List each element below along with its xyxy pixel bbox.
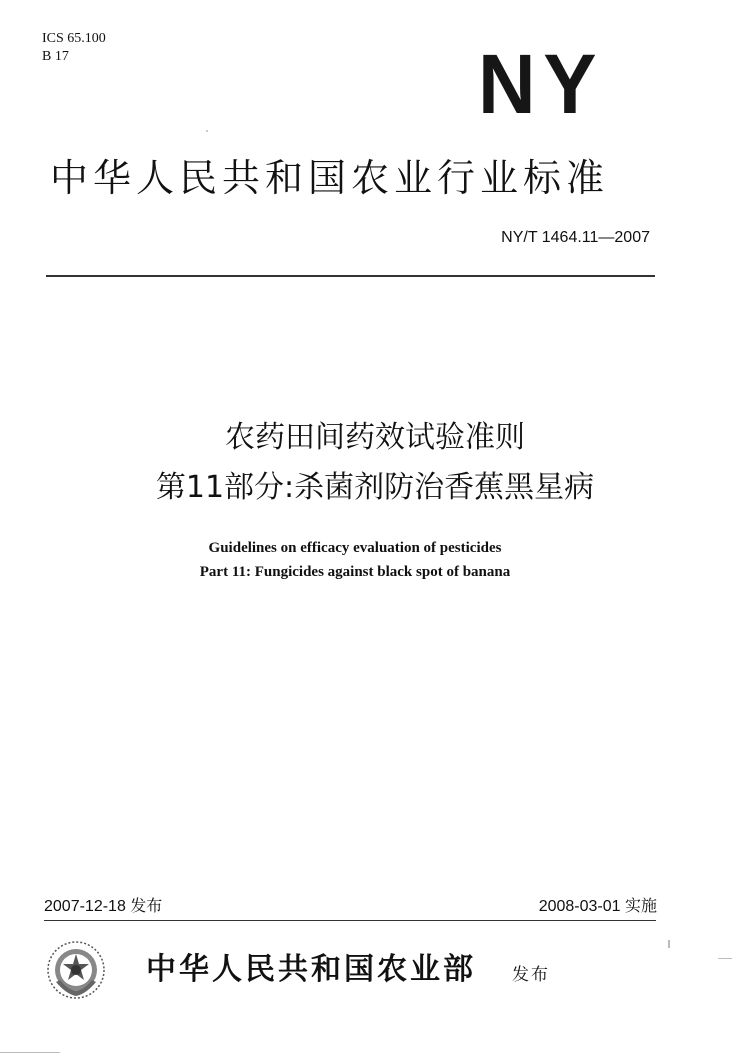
publisher-name: 中华人民共和国农业部 (146, 952, 476, 987)
standard-number: NY/T 1464.11—2007 (501, 229, 650, 246)
footer-divider (44, 920, 656, 921)
ministry-emblem-icon (46, 940, 106, 1000)
publish-label: 发布 (512, 965, 550, 985)
scan-speck (668, 940, 670, 948)
scan-speck (718, 958, 732, 959)
scan-speck (206, 130, 208, 132)
title-zh-line-2: 第11部分:杀菌剂防治香蕉黑星病 (155, 470, 595, 505)
header-divider (46, 275, 655, 277)
title-zh-line-1: 农药田间药效试验准则 (225, 420, 525, 455)
organization-title: 中华人民共和国农业行业标准 (50, 156, 610, 200)
title-en-line-1: Guidelines on efficacy evaluation of pesticides (208, 540, 502, 556)
implementation-date: 2008-03-01 实施 (538, 898, 657, 915)
issue-date: 2007-12-18 发布 (44, 898, 163, 915)
ics-code: ICS 65.100 (42, 31, 106, 46)
scan-speck (0, 1052, 60, 1053)
classification-code: B 17 (42, 49, 69, 64)
title-en-line-2: Part 11: Fungicides against black spot of banana (199, 564, 511, 580)
brand-mark: NY (478, 37, 605, 131)
